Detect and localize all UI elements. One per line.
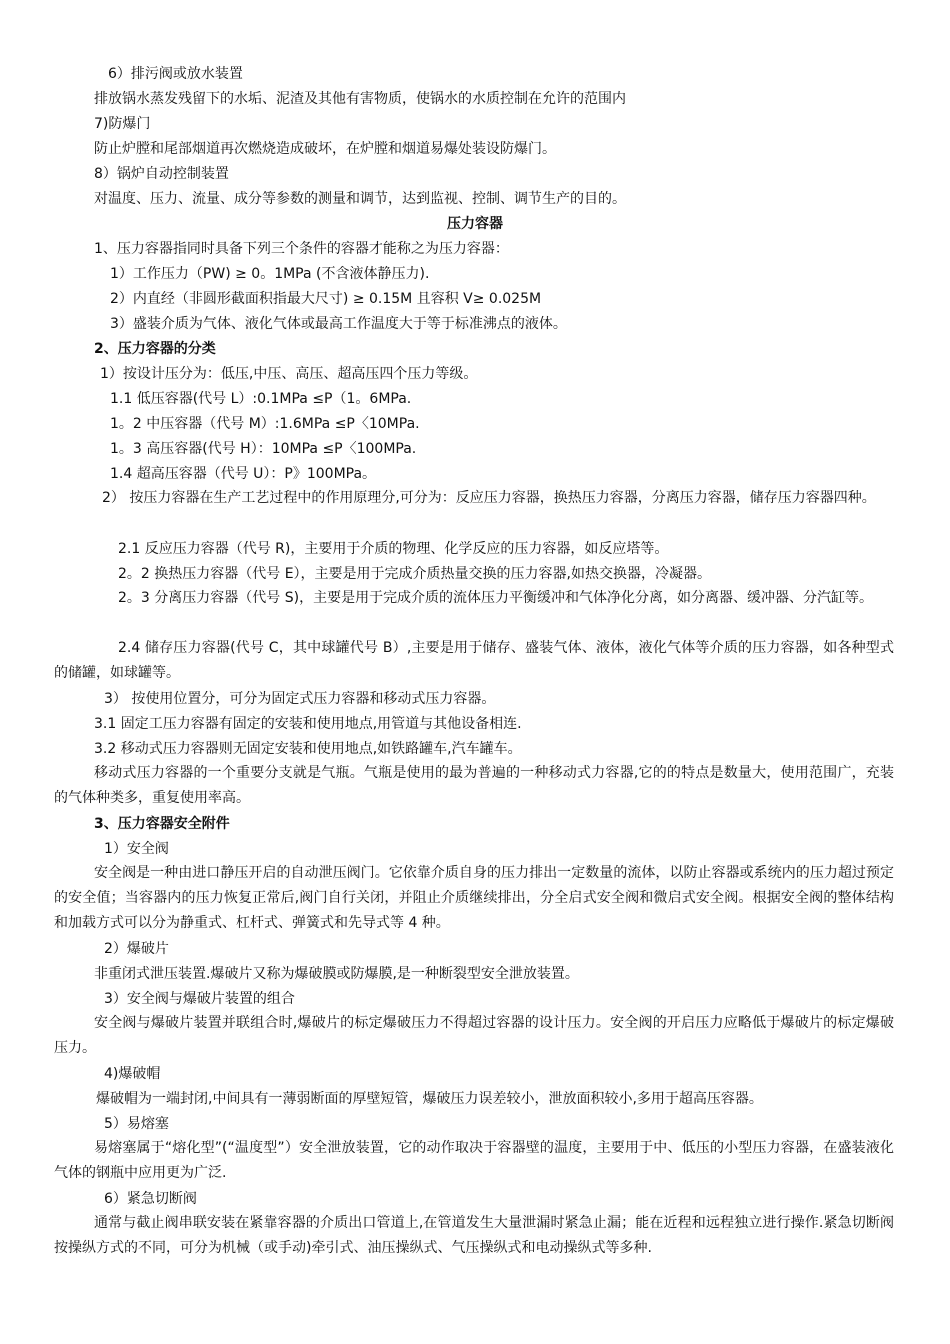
item-drain-valve-text: 排放锅水蒸发残留下的水垢、泥渣及其他有害物质，使锅水的水质控制在允许的范围内 <box>94 91 626 107</box>
mobile-vessel-item: 3.2 移动式压力容器则无固定安装和使用地点,如铁路罐车,汽车罐车。 <box>94 741 522 757</box>
heat-exchange-vessel-item: 2。2 换热压力容器（代号 E），主要是用于完成介质热量交换的压力容器,如热交换器，冷凝器。 <box>118 566 712 582</box>
item-auto-control-text: 对温度、压力、流量、成分等参数的测量和调节，达到监视、控制、调节生产的目的。 <box>94 191 626 207</box>
high-pressure-item: 1。3 高压容器(代号 H）：10MPa ≤P〈100MPa. <box>110 441 417 457</box>
section-title: 压力容器 <box>447 216 503 232</box>
safety-valve-text: 安全阀是一种由进口静压开启的自动泄压阀门。它依靠介质自身的压力排出一定数量的流体，以防止容器或系统内的压力超过预定的安全值；当容器内的压力恢复正常后,阀门自行关闭，并阻止介质继续排出，分全启式安全阀和微启式安全阀。根据安全阀的整体结构和加载方式可以分为静重式、杠杆式、弹簧式和先导式等 4 种。 <box>54 865 894 931</box>
definition-heading: 1、压力容器指同时具备下列三个条件的容器才能称之为压力容器： <box>94 241 509 257</box>
ultra-high-pressure-item: 1.4 超高压容器（代号 U）：P》100MPa。 <box>110 466 377 482</box>
fusible-plug-heading: 5）易熔塞 <box>104 1116 169 1132</box>
rupture-disc-text: 非重闭式泄压装置.爆破片又称为爆破膜或防爆膜,是一种断裂型安全泄放装置。 <box>94 966 579 982</box>
rupture-disc-heading: 2）爆破片 <box>104 941 169 957</box>
rupture-cap-text: 爆破帽为一端封闭,中间具有一薄弱断面的厚壁短管，爆破压力误差较小，泄放面积较小,多用于超高压容器。 <box>96 1091 763 1107</box>
classification-by-location: 3） 按使用位置分，可分为固定式压力容器和移动式压力容器。 <box>104 691 496 707</box>
classification-by-pressure: 1）按设计压分为：低压,中压、高压、超高压四个压力等级。 <box>100 366 478 382</box>
safety-accessories-heading: 3、压力容器安全附件 <box>94 816 230 832</box>
definition-condition-2: 2）内直经（非圆形截面积指最大尺寸) ≥ 0.15M 且容积 V≥ 0.025M <box>110 291 542 307</box>
emergency-valve-text: 通常与截止阀串联安装在紧靠容器的介质出口管道上,在管道发生大量泄漏时紧急止漏；能在近程和远程独立进行操作.紧急切断阀按操纵方式的不同，可分为机械（或手动)牵引式、油压操纵式、气压操纵式和电动操纵式等多种. <box>54 1215 894 1256</box>
fixed-vessel-item: 3.1 固定工压力容器有固定的安装和使用地点,用管道与其他设备相连. <box>94 716 522 732</box>
item-drain-valve-heading: 6）排污阀或放水装置 <box>108 66 243 82</box>
item-explosion-door-heading: 7)防爆门 <box>94 116 151 132</box>
rupture-cap-heading: 4)爆破帽 <box>104 1066 161 1082</box>
definition-condition-3: 3）盛装介质为气体、液化气体或最高工作温度大于等于标准沸点的液体。 <box>110 316 567 332</box>
gas-cylinder-paragraph: 移动式压力容器的一个重要分支就是气瓶。气瓶是使用的最为普遍的一种移动式力容器,它的的特点是数量大，使用范围广，充装的气体种类多，重复使用率高。 <box>54 765 894 806</box>
item-auto-control-heading: 8）锅炉自动控制装置 <box>94 166 229 182</box>
low-pressure-item: 1.1 低压容器(代号 L）:0.1MPa ≤P（1。6MPa. <box>110 391 412 407</box>
definition-condition-1: 1）工作压力（PW) ≥ 0。1MPa (不含液体静压力). <box>110 266 430 282</box>
reaction-vessel-item: 2.1 反应压力容器（代号 R)，主要用于介质的物理、化学反应的压力容器，如反应塔等。 <box>118 541 669 557</box>
emergency-valve-heading: 6）紧急切断阀 <box>104 1191 197 1207</box>
classification-by-function: 2） 按压力容器在生产工艺过程中的作用原理分,可分为：反应压力容器，换热压力容器，分离压力容器，储存压力容器四种。 <box>102 490 876 506</box>
separation-vessel-item: 2。3 分离压力容器（代号 S)，主要是用于完成介质的流体压力平衡缓冲和气体净化分离，如分离器、缓冲器、分汽缸等。 <box>118 590 874 606</box>
safety-valve-heading: 1）安全阀 <box>104 841 169 857</box>
item-explosion-door-text: 防止炉膛和尾部烟道再次燃烧造成破坏，在炉膛和烟道易爆处装设防爆门。 <box>94 141 556 157</box>
combination-heading: 3）安全阀与爆破片装置的组合 <box>104 991 295 1007</box>
classification-heading: 2、压力容器的分类 <box>94 341 216 357</box>
combination-text: 安全阀与爆破片装置并联组合时,爆破片的标定爆破压力不得超过容器的设计压力。安全阀的开启压力应略低于爆破片的标定爆破压力。 <box>54 1015 894 1056</box>
medium-pressure-item: 1。2 中压容器（代号 M）:1.6MPa ≤P〈10MPa. <box>110 416 420 432</box>
storage-vessel-item: 2.4 储存压力容器(代号 C，其中球罐代号 B）,主要是用于储存、盛装气体、液体，液化气体等介质的压力容器，如各种型式的储罐，如球罐等。 <box>54 640 894 681</box>
fusible-plug-text: 易熔塞属于“熔化型”(“温度型”）安全泄放装置，它的动作取决于容器壁的温度，主要用于中、低压的小型压力容器，在盛装液化气体的钢瓶中应用更为广泛. <box>54 1140 894 1181</box>
